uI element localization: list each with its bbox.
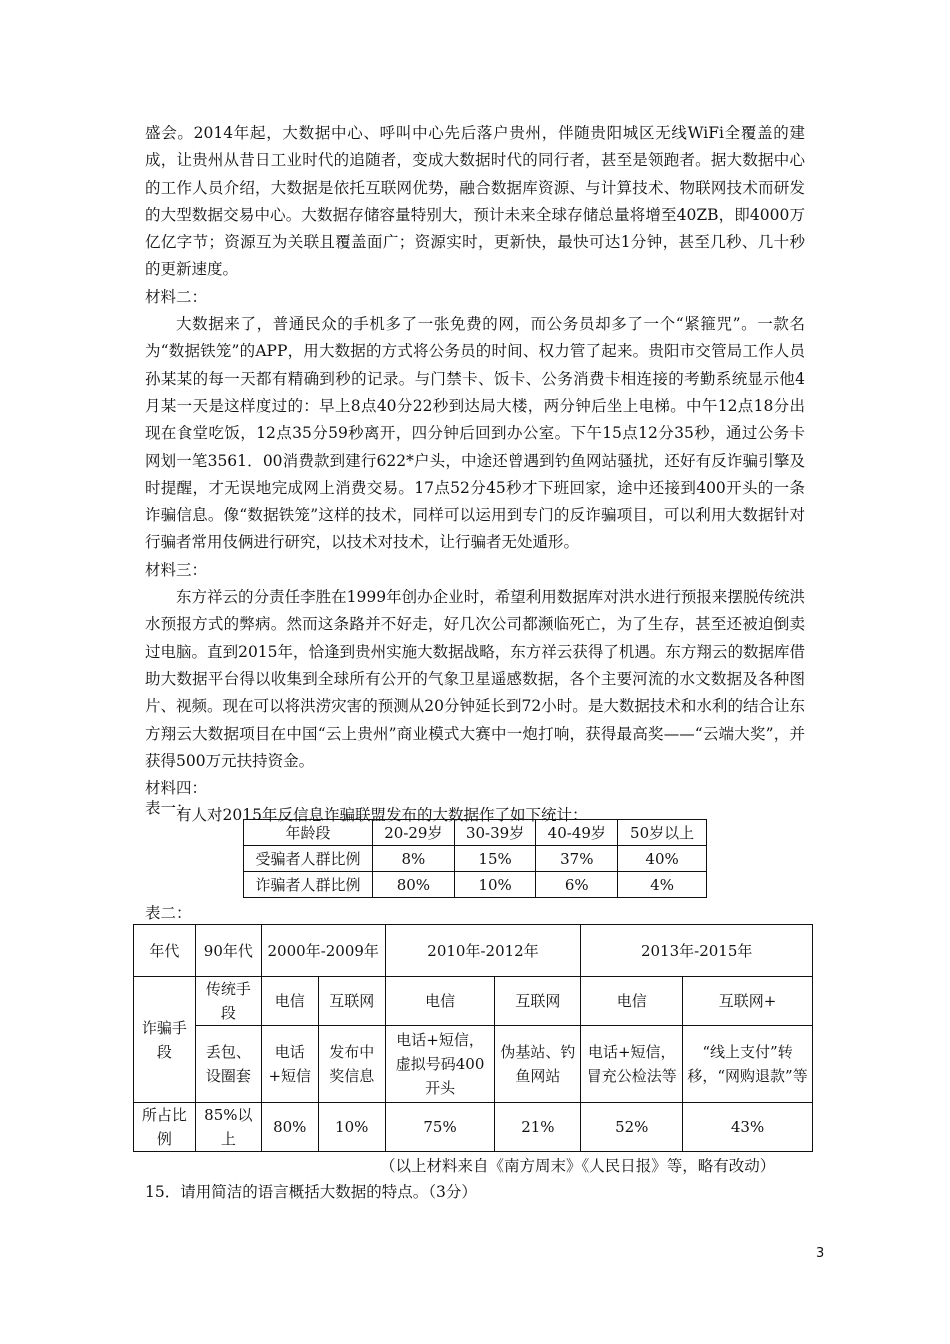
table-cell: 诈骗者人群比例 [244, 872, 373, 898]
table-cell: 发布中奖信息 [318, 1026, 385, 1103]
table-cell: 20-29岁 [373, 820, 455, 846]
table-cell: 年代 [134, 925, 196, 977]
paragraph-material-3: 东方祥云的分责任李胜在1999年创办企业时，希望利用数据库对洪水进行预报来摆脱传统洪水预报方式的弊病。然而这条路并不好走，好几次公司都濒临死亡，为了生存，甚至还被迫倒卖过电脑。直到2015年，恰逢到贵州实施大数据战略，东方祥云获得了机遇。东方翔云的数据库借助大数据平台得以收集到全球所有公开的气象卫星遥感数据，各个主要河流的水文数据及各种图片、视频。现在可以将洪涝灾害的预测从20分钟延长到72小时。是大数据技术和水利的结合让东方翔云大数据项目在中国“云上贵州”商业模式大赛中一炮打响，获得最高奖——“云端大奖”，并获得500万元扶持资金。 [145, 588, 805, 770]
table-cell: 21% [495, 1103, 581, 1152]
table-cell: 40-49岁 [536, 820, 618, 846]
table-cell: 80% [373, 872, 455, 898]
table-cell: 电信 [261, 977, 318, 1026]
table-cell: 所占比例 [134, 1103, 196, 1152]
table-cell: “线上支付”转移，“网购退款”等 [683, 1026, 813, 1103]
table-cell: 75% [385, 1103, 495, 1152]
table-cell: 37% [536, 846, 618, 872]
table-cell: 电信 [385, 977, 495, 1026]
paragraph-material-2: 大数据来了，普通民众的手机多了一张免费的网，而公务员却多了一个“紧箍咒”。一款名为“数据铁笼”的APP，用大数据的方式将公务员的时间、权力管了起来。贵阳市交管局工作人员孙某某的每一天都有精确到秒的记录。与门禁卡、饭卡、公务消费卡相连接的考勤系统显示他4月某一天是这样度过的：早上8点40分22秒到达局大楼，两分钟后坐上电梯。中午12点18分出现在食堂吃饭，12点35分59秒离开，四分钟后回到办公室。下午15点12分35秒，通过公务卡网划一笔3561．00消费款到建行622*户头，中途还曾遇到钓鱼网站骚扰，还好有反诈骗引擎及时提醒，才无误地完成网上消费交易。17点52分45秒才下班回家，途中还接到400开头的一条诈骗信息。像“数据铁笼”这样的技术，同样可以运用到专门的反诈骗项目，可以利用大数据针对行骗者常用伎俩进行研究，以技术对技术，让行骗者无处遁形。 [145, 315, 805, 552]
table-row [244, 872, 707, 898]
table-cell: 伪基站、钓鱼网站 [495, 1026, 581, 1103]
table-cell: 80% [261, 1103, 318, 1152]
table-cell: 10% [318, 1103, 385, 1152]
table-row [134, 1026, 813, 1103]
table-cell: 90年代 [195, 925, 261, 977]
table-cell: 电话+短信，虚拟号码400开头 [385, 1026, 495, 1103]
table-1-label: 表一： [145, 799, 192, 817]
table-row [134, 977, 813, 1026]
table-2-label: 表二： [145, 904, 192, 922]
table-1 [243, 819, 707, 898]
paragraph-material-1: 盛会。2014年起，大数据中心、呼叫中心先后落户贵州，伴随贵阳城区无线WiFi全覆盖的建成，让贵州从昔日工业时代的追随者，变成大数据时代的同行者，甚至是领跑者。据大数据中心的工作人员介绍，大数据是依托互联网优势，融合数据库资源、与计算技术、物联网技术而研发的大型数据交易中心。大数据存储容量特别大，预计未来全球存储总量将增至40ZB，即4000万亿亿字节；资源互为关联且覆盖面广；资源实时，更新快，最快可达1分钟，甚至几秒、几十秒的更新速度。 [145, 124, 805, 279]
table-cell: 电话+短信 [261, 1026, 318, 1103]
table-cell: 30-39岁 [454, 820, 536, 846]
table-row [134, 1103, 813, 1152]
table-row [244, 820, 707, 846]
table-cell: 互联网 [318, 977, 385, 1026]
table-cell: 传统手段 [195, 977, 261, 1026]
table-cell: 2010年-2012年 [385, 925, 581, 977]
table-cell: 4% [618, 872, 707, 898]
question-15: 15．请用简洁的语言概括大数据的特点。（3分） [145, 1183, 477, 1201]
table-cell: 40% [618, 846, 707, 872]
table-cell: 互联网+ [683, 977, 813, 1026]
table-cell: 8% [373, 846, 455, 872]
table-cell: 受骗者人群比例 [244, 846, 373, 872]
table-2 [133, 924, 813, 1152]
table-cell: 15% [454, 846, 536, 872]
material-2-label: 材料二： [145, 287, 208, 306]
table-row [244, 846, 707, 872]
source-note: （以上材料来自《南方周末》《人民日报》等，略有改动） [380, 1157, 776, 1175]
table-cell: 2013年-2015年 [581, 925, 813, 977]
table-cell: 10% [454, 872, 536, 898]
table-cell: 年龄段 [244, 820, 373, 846]
paragraph-material-4: 有人对2015年反信息诈骗联盟发布的大数据作了如下统计： [176, 806, 588, 825]
material-3-label: 材料三： [145, 560, 208, 579]
table-cell: 50岁以上 [618, 820, 707, 846]
table-cell: 52% [581, 1103, 683, 1152]
table-cell: 互联网 [495, 977, 581, 1026]
table-cell: 6% [536, 872, 618, 898]
table-cell: 2000年-2009年 [261, 925, 385, 977]
material-4-label: 材料四： [145, 779, 208, 798]
table-cell: 电信 [581, 977, 683, 1026]
page-number: 3 [816, 1246, 825, 1261]
table-row [134, 925, 813, 977]
table-cell: 电话+短信，冒充公检法等 [581, 1026, 683, 1103]
table-cell: 诈骗手段 [134, 977, 196, 1103]
table-cell: 85%以上 [195, 1103, 261, 1152]
table-cell: 43% [683, 1103, 813, 1152]
article-body [145, 120, 805, 830]
table-cell: 丢包、设圈套 [195, 1026, 261, 1103]
